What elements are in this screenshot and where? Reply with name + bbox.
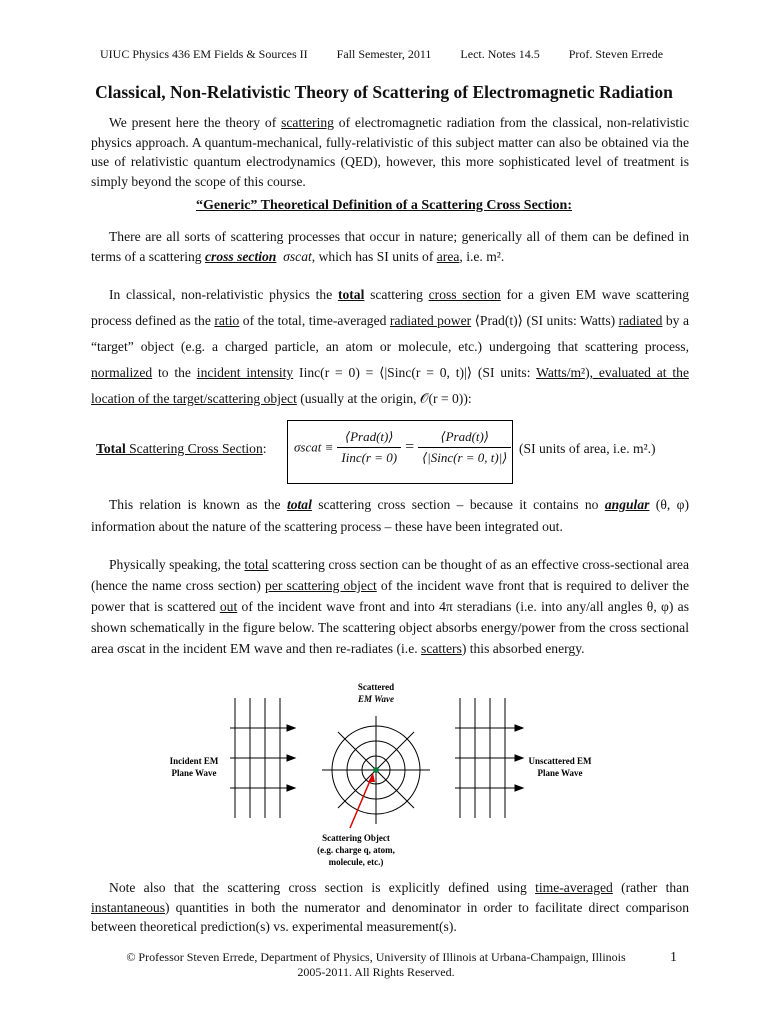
text-underline: total bbox=[244, 557, 269, 572]
page-footer bbox=[91, 950, 661, 980]
text-run: for a given EM wave scattering process defined as the bbox=[91, 287, 690, 328]
text-underline: out bbox=[219, 599, 238, 614]
paragraph-angular bbox=[91, 494, 689, 538]
text-underline: normalized bbox=[91, 365, 153, 380]
text-underline: cross section bbox=[428, 287, 501, 302]
text-run: to the bbox=[152, 365, 197, 380]
label-object-2: (e.g. charge q, atom, bbox=[317, 845, 395, 855]
label-object-3: molecule, etc.) bbox=[328, 857, 384, 867]
text-run: scattering cross section can be thought of as an effective cross-sectional area (hence the name cross section) bbox=[91, 557, 689, 593]
equation-lhs: σscat ≡ bbox=[294, 439, 334, 455]
equation-label-text: Scattering Cross Section bbox=[125, 441, 263, 456]
unscattered-wave-grid bbox=[455, 698, 523, 818]
paragraph-total-definition bbox=[91, 282, 689, 412]
page-header bbox=[100, 47, 700, 62]
label-unscattered-1: Unscattered EM bbox=[528, 756, 592, 766]
fraction-denominator: ⟨|Sinc(r = 0, t)|⟩ bbox=[422, 450, 508, 465]
text-run: In classical, non-relativistic physics the bbox=[109, 287, 338, 302]
text-run: ⟨Prad(t)⟩ (SI units: Watts) bbox=[471, 313, 619, 328]
text-underline: radiated power bbox=[389, 313, 472, 328]
text-run: ) quantities in both the numerator and denominator in order to facilitate direct comparison between theoretical prediction(s) vs. experimental measurement(s). bbox=[91, 899, 689, 934]
incident-wave-grid bbox=[230, 698, 295, 818]
section-heading bbox=[0, 198, 768, 214]
scattering-object-dot bbox=[373, 767, 379, 773]
text-emphasis: angular bbox=[604, 497, 650, 512]
text-run: Note also that the scattering cross section is explicitly defined using bbox=[109, 880, 536, 895]
text-run: of electromagnetic radiation from the classical, non-relativistic physics approach. A quantum-mechanical, fully-relativistic of this subject matter can also be obtained via the use of relativistic quantum electrodynamics (QED), however, this more sophisticated level of treatment is simply beyond the scope of this course. bbox=[91, 115, 689, 189]
label-unscattered-2: Plane Wave bbox=[537, 768, 583, 778]
text-emphasis: total bbox=[286, 497, 312, 512]
equation-box bbox=[287, 420, 513, 484]
text-underline: instantaneous bbox=[91, 899, 165, 915]
text-run: , which has SI units of bbox=[311, 248, 437, 264]
header-course: UIUC Physics 436 EM Fields & Sources II bbox=[100, 47, 308, 61]
sigma-symbol: σscat bbox=[283, 248, 312, 264]
fraction-numerator: ⟨Prad(t)⟩ bbox=[337, 429, 401, 448]
footer-copyright: © Professor Steven Errede, Department of Physics, University of Illinois at Urbana-Champaign, Illinois bbox=[126, 950, 626, 964]
page-title: Classical, Non-Relativistic Theory of Scattering of Electromagnetic Radiation bbox=[95, 82, 673, 102]
text-underline: radiated bbox=[618, 313, 663, 328]
text-underline: Watts/m²), evaluated at the location of the target/scattering object bbox=[91, 365, 689, 406]
paragraph-generic-definition bbox=[91, 227, 689, 266]
page-number: 1 bbox=[670, 950, 677, 965]
text-emphasis: cross section bbox=[205, 248, 277, 264]
text-run: We present here the theory of bbox=[109, 115, 282, 130]
text-run: This relation is known as the bbox=[109, 497, 287, 512]
equation-equals: = bbox=[405, 438, 415, 456]
text-run: , i.e. m². bbox=[459, 248, 505, 264]
equation-units: (SI units of area, i.e. m².) bbox=[519, 441, 656, 456]
text-underline: time-averaged bbox=[535, 880, 613, 895]
text-run: of the incident wave front and into 4π steradians (i.e. into any/all angles θ, φ) as shown schematically in the figure below. The scattering object absorbs energy/power from the cross sectional area σscat in the incident EM wave and then re-radiates (i.e. bbox=[91, 599, 689, 656]
text-underline: scatters bbox=[421, 641, 462, 656]
equation-label: Total Scattering Cross Section: bbox=[96, 441, 267, 456]
text-underline: scattering bbox=[281, 115, 334, 130]
label-incident-1: Incident EM bbox=[169, 756, 219, 766]
equation-label-bold: Total bbox=[96, 441, 126, 456]
fraction-denominator: Iinc(r = 0) bbox=[341, 450, 398, 465]
scattering-figure bbox=[150, 678, 620, 870]
label-object-1: Scattering Object bbox=[322, 833, 390, 843]
text-underline: incident intensity bbox=[196, 365, 294, 380]
header-professor: Prof. Steven Errede bbox=[568, 47, 664, 61]
fraction-numerator: ⟨Prad(t)⟩ bbox=[418, 429, 511, 448]
text-run: of the incident wave front that is required to deliver the power that is scattered bbox=[91, 578, 689, 614]
paragraph-time-averaged bbox=[91, 878, 689, 937]
header-lecture: Lect. Notes 14.5 bbox=[460, 47, 540, 61]
equation-fraction-2 bbox=[418, 429, 511, 466]
paragraph-physical-meaning bbox=[91, 554, 689, 659]
text-run: (rather than bbox=[612, 880, 689, 895]
text-run: scattering cross section – because it contains no bbox=[311, 497, 605, 512]
text-emphasis: total bbox=[337, 287, 365, 302]
text-run: ) this absorbed energy. bbox=[461, 641, 585, 656]
text-run: by a “target” object (e.g. a charged particle, an atom or molecule, etc.) undergoing that scattering process, bbox=[91, 313, 689, 354]
text-run: Iinc(r = 0) = ⟨|Sinc(r = 0, t)|⟩ (SI units: bbox=[293, 365, 537, 380]
text-underline: ratio bbox=[214, 313, 240, 328]
text-run: (usually at the origin, 𝒪(r = 0)): bbox=[296, 391, 472, 406]
text-run: Physically speaking, the bbox=[109, 557, 245, 572]
intro-paragraph bbox=[91, 113, 689, 191]
pointer-arrow bbox=[350, 776, 372, 828]
text-underline: area bbox=[436, 248, 460, 264]
section-heading-text: “Generic” Theoretical Definition of a Scattering Cross Section: bbox=[196, 198, 572, 213]
label-scattered-1: Scattered bbox=[357, 682, 395, 692]
text-run: There are all sorts of scattering processes that occur in nature; generically all of them can be defined in terms of a scattering bbox=[91, 229, 689, 264]
text-underline: per scattering object bbox=[265, 578, 377, 593]
text-run: of the total, time-averaged bbox=[239, 313, 390, 328]
label-scattered-2: EM Wave bbox=[358, 694, 394, 704]
header-semester: Fall Semester, 2011 bbox=[336, 47, 432, 61]
text-run: (θ, φ) information about the nature of the scattering process – these have been integrated out. bbox=[91, 497, 689, 534]
text-run: scattering bbox=[364, 287, 429, 302]
equation-fraction-1 bbox=[337, 429, 401, 466]
label-incident-2: Plane Wave bbox=[171, 768, 217, 778]
footer-rights: 2005-2011. All Rights Reserved. bbox=[297, 965, 455, 979]
